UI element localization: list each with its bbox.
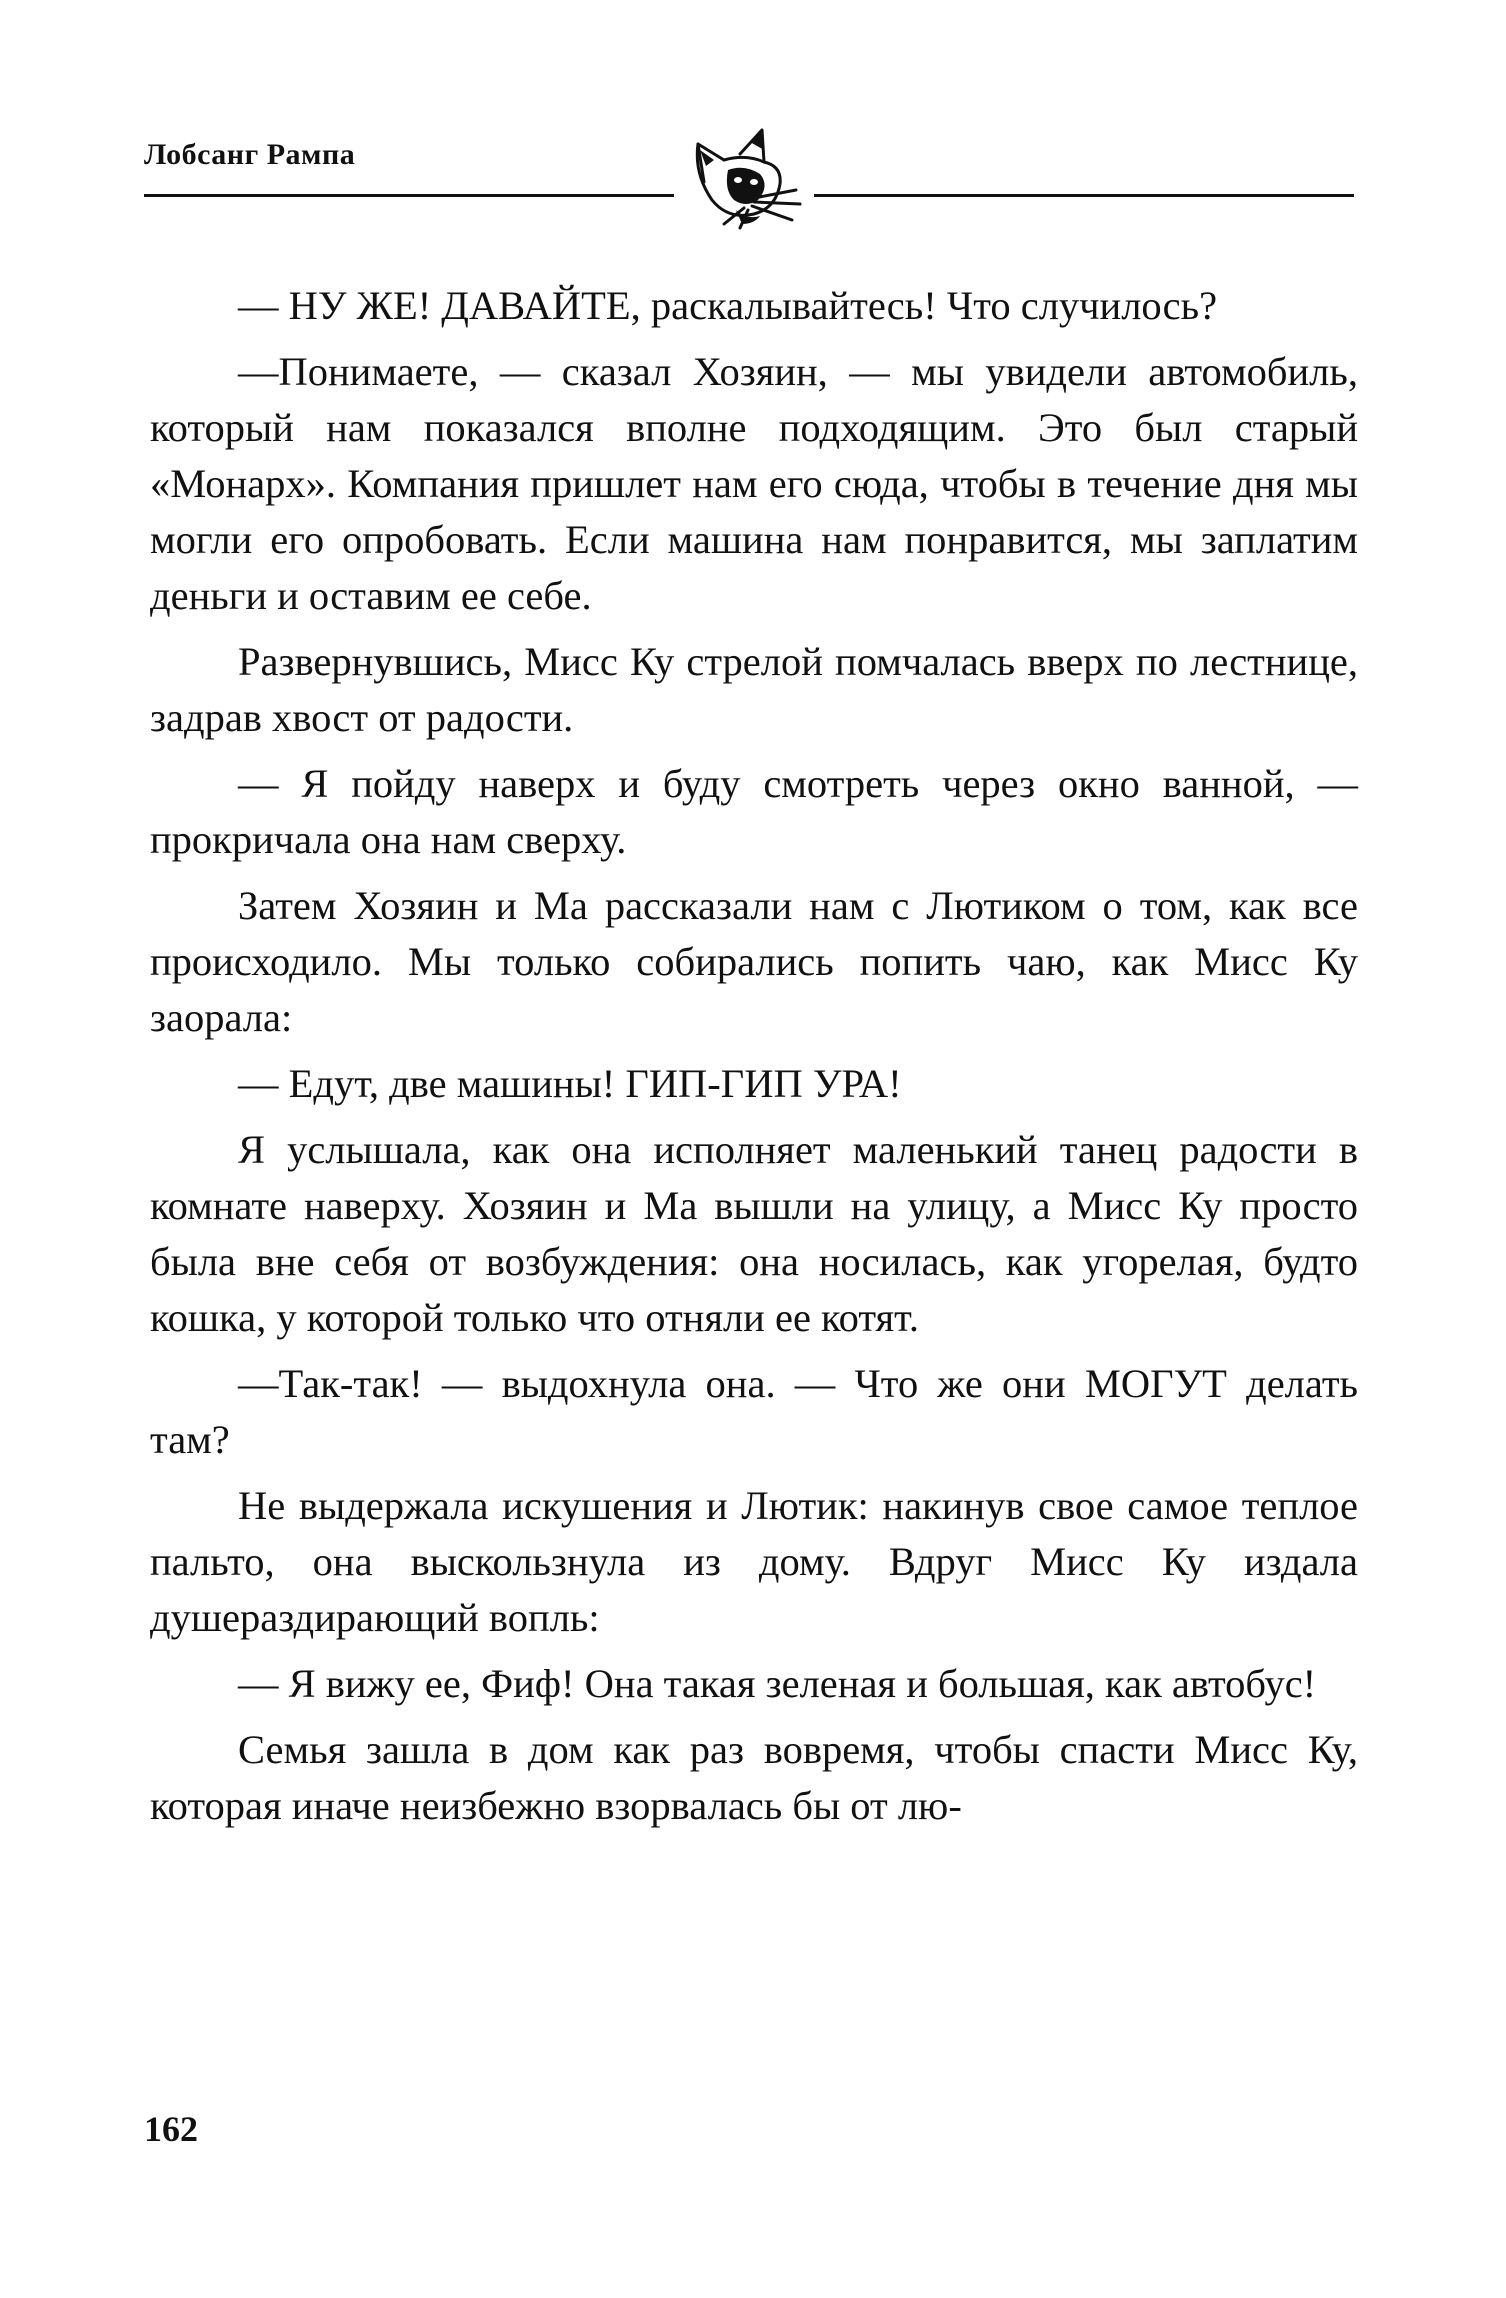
page-number: 162 (144, 2109, 198, 2149)
paragraph: — НУ ЖЕ! ДАВАЙТЕ, раскалывайтесь! Что случилось? (238, 283, 1218, 328)
paragraph: — Я вижу ее, Фиф! Она такая зеленая и большая, как автобус! (238, 1661, 1317, 1706)
siamese-cat-head-icon (684, 124, 808, 232)
paragraph: —Понимаете, — сказал Хозяин, — мы увидели автомобиль, который нам показался вполне подходящим. Это был старый «Монарх». Компания пришлет нам его сюда, чтобы в течение дня мы могли его опробовать. Если машина нам понравится, мы заплатим деньги и оставим ее себе. (150, 349, 1358, 618)
header-rule-right (814, 194, 1354, 197)
paragraph: Развернувшись, Мисс Ку стрелой помчалась вверх по лестнице, задрав хвост от радости. (150, 639, 1358, 740)
paragraph: — Я пойду наверх и буду смотреть через окно ванной, — прокричала она нам сверху. (150, 761, 1358, 862)
paragraph: Не выдержала искушения и Лютик: накинув свое самое теплое пальто, она выскользнула из дому. Вдруг Мисс Ку издала душераздирающий вопль: (150, 1483, 1358, 1640)
paragraph: Я услышала, как она исполняет маленький танец радости в комнате наверху. Хозяин и Ма вышли на улицу, а Мисс Ку просто была вне себя от возбуждения: она носилась, как угорелая, будто кошка, у которой только что отняли ее котят. (150, 1127, 1358, 1340)
header-rule-left (144, 194, 674, 197)
chapter-body-text (150, 278, 1358, 1844)
paragraph: Затем Хозяин и Ма рассказали нам с Лютиком о том, как все происходило. Мы только собирались попить чаю, как Мисс Ку заорала: (150, 883, 1358, 1040)
running-header (144, 138, 1354, 228)
paragraph: Семья зашла в дом как раз вовремя, чтобы спасти Мисс Ку, которая иначе неизбежно взорвалась бы от лю- (150, 1727, 1358, 1828)
paragraph: — Едут, две машины! ГИП-ГИП УРА! (238, 1061, 902, 1106)
paragraph: —Так-так! — выдохнула она. — Что же они МОГУТ делать там? (150, 1361, 1358, 1462)
running-header-author: Лобсанг Рампа (144, 138, 356, 171)
